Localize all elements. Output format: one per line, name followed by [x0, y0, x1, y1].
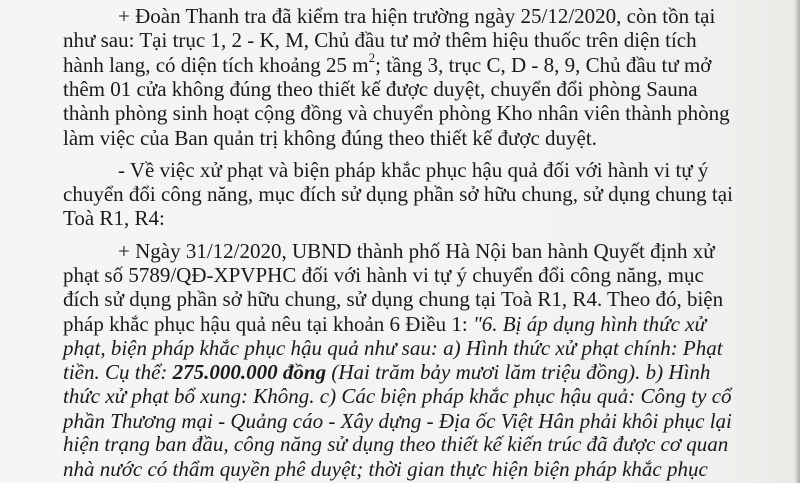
paragraph-3-line-5: phạt, biện pháp khắc phục hậu quả như sau: a) Hình thức xử phạt chính: Phạt [63, 335, 723, 360]
paragraph-3-line-8: phần Thương mại - Quảng cáo - Xây dựng - Địa ốc Việt Hân phải khôi phục lại [63, 408, 732, 433]
paragraph-1-line-5: thành phòng sinh hoạt cộng đồng và chuyển phòng Kho nhân viên thành phòng [63, 101, 730, 126]
paragraph-3-line-7: thức xử phạt bổ xung: Không. c) Các biện pháp khắc phục hậu quả: Công ty cổ [63, 383, 732, 408]
paragraph-3-line-4-part-a: pháp khắc phục hậu quả nêu tại khoản 6 Điều 1: [63, 311, 473, 336]
paragraph-3-line-4 [63, 312, 706, 336]
paragraph-1-line-3-part-b: ; tầng 3, trục C, D - 8, 9, Chủ đầu tư mở [375, 52, 712, 77]
paragraph-1-line-3 [63, 49, 712, 77]
paragraph-3-line-3: đích sử dụng phần sở hữu chung, sử dụng chung tại Toà R1, R4. Theo đó, biện [63, 287, 724, 312]
paragraph-2-line-2: chuyển đổi công năng, mục đích sử dụng phần sở hữu chung, sử dụng chung tại [63, 181, 733, 206]
page-edge-shadow [794, 0, 800, 483]
paragraph-1-line-2: như sau: Tại trục 1, 2 - K, M, Chủ đầu tư mở thêm hiệu thuốc trên diện tích [63, 28, 697, 52]
paragraph-1-line-6: làm việc của Ban quản trị không đúng theo thiết kế được duyệt. [63, 125, 597, 150]
paragraph-1-line-1: + Đoàn Thanh tra đã kiểm tra hiện trường ngày 25/12/2020, còn tồn tại [118, 4, 716, 29]
fine-amount: 275.000.000 đồng [172, 360, 327, 385]
paragraph-2-line-1: - Về việc xử phạt và biện pháp khắc phục hậu quả đối với hành vi tự ý [118, 158, 709, 182]
paragraph-1-line-3-part-a: hành lang, có diện tích khoảng 25 m [63, 52, 369, 77]
paragraph-3-line-10: nhà nước có thẩm quyền phê duyệt; thời gian thực hiện biện pháp khắc phục [63, 457, 708, 481]
paragraph-1-line-4: thêm 01 cửa không đúng theo thiết kế được duyệt, chuyển đổi phòng Sauna [63, 77, 698, 102]
paragraph-3-line-2: phạt số 5789/QĐ-XPVPHC đối với hành vi tự ý chuyển đổi công năng, mục [63, 263, 704, 288]
paragraph-3-line-4-part-b: "6. Bị áp dụng hình thức xử [472, 311, 706, 336]
paragraph-3-line-6-part-c: (Hai trăm bảy mươi lăm triệu đồng). b) Hình [326, 360, 711, 385]
paragraph-3-line-1: + Ngày 31/12/2020, UBND thành phố Hà Nội ban hành Quyết định xử [118, 238, 715, 263]
paragraph-3-line-9: hiện trạng ban đầu, công năng sử dụng theo thiết kế kiến trúc đã được cơ quan [63, 432, 729, 457]
area-unit-superscript: 2 [368, 49, 376, 65]
paragraph-3-line-6 [63, 360, 710, 384]
paragraph-3-line-6-part-a: tiền. Cụ thể: [63, 360, 173, 385]
paragraph-2-line-3: Toà R1, R4: [63, 206, 165, 231]
